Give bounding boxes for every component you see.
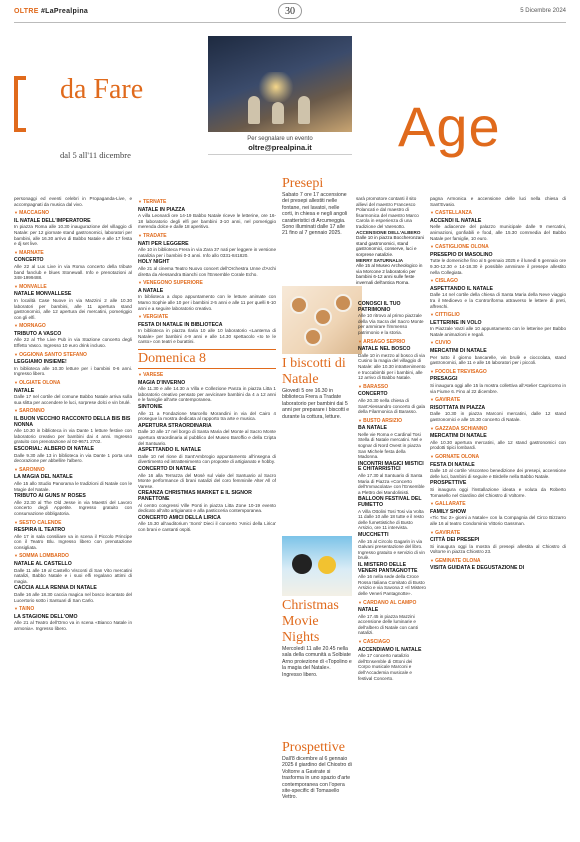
location-heading: ▼ CARDANO AL CAMPO bbox=[358, 600, 426, 607]
event-title: IL BUON VECCHIO RACCONTO DELLA BIS BIS NONNA bbox=[14, 416, 131, 428]
event-title: ESCORIAL: ALBERO DI NATALE bbox=[14, 445, 95, 452]
location-heading: ▼ GORNATE OLONA bbox=[430, 454, 566, 461]
movie-character bbox=[292, 554, 312, 574]
event-title: CONCERTO bbox=[14, 257, 44, 264]
event-title: NATALE MONVALLESE bbox=[14, 291, 72, 298]
event-title: ACCENSIONE DELL'ALBERO bbox=[356, 229, 421, 235]
presepi-text: Sabato 7 ore 17 accensione dei presepi allestiti nelle fontane, nei lavatoi, nelle corti, in chiesa e negli angoli caratteristici di Arcumeggia. Sono illuminati dalle 17 alle 21 fino al 7 gennaio 2025. bbox=[282, 192, 348, 237]
event-description: Alle 17.30 al Santuario di Santa Maria di Piazza «Concerto dell'Immacolata» con l'Ensemble a Plettro dei Mandolinisti. bbox=[358, 473, 425, 495]
nativity-photo bbox=[208, 36, 352, 132]
location-heading: ▼ SARONNO bbox=[14, 408, 132, 415]
event-title: SINTONIE bbox=[138, 404, 163, 411]
location-heading: ▼ BARASSO bbox=[358, 384, 426, 391]
brand-laprealpina: #LaPrealpina bbox=[38, 7, 89, 15]
location-heading: ▼ GEMINATE OLONA bbox=[430, 558, 566, 565]
event-description: Si inaugura oggi la mostra di presepi allestita al Chiostro di Voltorre in piazza Chiostro 23. bbox=[430, 543, 566, 555]
event-title: INCONTRI MAGICI MISTICI E CHITARRISTICI bbox=[358, 460, 424, 473]
location-heading: ▼ ARSAGO SEPRIO bbox=[358, 339, 426, 346]
event-title: LA MAGIA DEL NATALE bbox=[14, 474, 73, 481]
event-description: Alle 17 in sala consiliare va in scena il Piccolo Principe con il Teatro Blu. Ingresso libero con prenotazione consigliata. bbox=[14, 533, 132, 550]
listing-column-4 bbox=[430, 196, 566, 836]
cookie-shape bbox=[314, 308, 332, 326]
event-title: A NATALE bbox=[138, 287, 164, 294]
prospettive-text: Dall'8 dicembre al 6 gennaio 2025 il giardino del Chiostro di Voltorre a Gavirate si trasforma in uno spazio d'arte contemporanea con l'opera site-specific di Tomasello Vettro. bbox=[282, 756, 352, 801]
event-description: Dalle 17 nel cortile del comune Babbo Natale arriva sulla sua slitta per accendere le luci, sorprese dolci e vin brulé. bbox=[14, 394, 132, 405]
event-description: Alle 15 allo Studio Panorama le tradizioni di Natale con le Magie del Natale. bbox=[14, 480, 132, 492]
event-title: CACCIA ALLA RENNA DI NATALE bbox=[14, 585, 97, 592]
event-title: NATALE AL CASTELLO bbox=[14, 561, 72, 568]
event-description: Si inaugura oggi l'installazione ideata e voluta da Roberto Tomasello nel Giardino del Chiostro di Voltorre. bbox=[430, 486, 566, 498]
movie-character bbox=[318, 556, 336, 574]
event-title: LETTERINE IN VOLO bbox=[430, 319, 482, 326]
location-heading: ▼ SESTO CALENDE bbox=[14, 520, 132, 527]
event-description: Alle 21 al cinema Teatro Nuovo concert dell'Orchestra Unne d'Archi diretta da Alessandra Bianchi con l'Ensemble Corale Echo. bbox=[138, 265, 276, 277]
location-heading: ▼ MACCAGNO bbox=[14, 210, 132, 217]
location-heading: ▼ TRADATE bbox=[138, 233, 276, 240]
agenda-headline: Age bbox=[398, 95, 501, 158]
event-title: FESTA DI NATALE bbox=[430, 461, 475, 468]
submit-event-box bbox=[208, 136, 352, 155]
prospettive-title: Prospettive bbox=[282, 740, 345, 755]
submit-divider bbox=[208, 154, 352, 155]
event-description: Nelle adiacenze del palazzo municipale dalle 9 mercatini, animazioni, gonfiabili e food, alle 15.30 commedia del Babbo Natale per famiglie, 10 euro. bbox=[430, 224, 566, 241]
event-description: Dalle 10 al cortile Visconteo benedizione dei presepi, accensione delle luci, bambini di seguire e Birdelle nella Babbo Natale. bbox=[430, 468, 566, 479]
location-heading: ▼ CITTIGLIO bbox=[430, 312, 566, 319]
cookies-photo bbox=[282, 286, 362, 354]
location-heading: ▼ VARESE bbox=[138, 372, 276, 379]
brand bbox=[14, 8, 88, 15]
event-title: TRIBUTO A VASCO bbox=[14, 330, 62, 337]
event-description: Si inaugura oggi alle 15 la mostra collettiva all'Atelier Capricorno in via Fiume 6. Fino al 22 dicembre. bbox=[430, 383, 566, 394]
event-description: Alle 21 al Teatro dell'Omo va in scena «Bianco Natale in armonia». Ingresso libero. bbox=[14, 620, 132, 631]
event-title: MAGIA D'INVERNO bbox=[138, 379, 186, 386]
event-title: PRESEPIO DI MASOLINO bbox=[430, 251, 493, 258]
location-heading: ▼ CASCIAGO bbox=[358, 639, 426, 646]
event-title: ASPETTANDO IL NATALE bbox=[138, 447, 202, 454]
event-description: A villa Leonardi ore 14-19 Babbo Natale riceve le letterine, ore 16-18 laboratorio degli elfi per bambini 3-10 anni, nel pomeriggio merenda dolce e dalle 18 aperitivo. bbox=[138, 213, 276, 230]
event-description: personaggi ed eventi celebri in Propaganda-Live, e accompagnati da musica dal vivo. bbox=[14, 196, 132, 207]
event-description: Alle 17 concerto natalizio dell'Ensemble di Ottoni dei Corpo musicale Marconi e dell'Accademia musicale e festival Concerto. bbox=[358, 653, 413, 681]
event-title: LA STAGIONE DELL'OMO bbox=[14, 613, 78, 620]
event-description: Nelle vie Roma e Cardinal Tosi Stella di Natale mercatini. Nel e sognar di Nord Ovest in piazza San Michele festa della Madonna. bbox=[358, 431, 423, 460]
listing-column-3 bbox=[358, 300, 426, 840]
event-description: Alle 15.30 all'auditorium 'Sonti' Dieci il concerto 'Amici della Lirica' con brani e cantanti ospiti. bbox=[138, 521, 276, 532]
location-heading: ▼ CUVIO bbox=[430, 340, 566, 347]
christmas-movie-title: Christmas Movie Nights bbox=[282, 598, 339, 645]
event-description: Dalle 10 in mezzo al bosco di via Cusino la magia del villaggio di Natale: alle 10.30 intrattenimento e truccabimbi per i bambini, alle 12 arrivo di Babbo Natale. bbox=[358, 352, 426, 381]
event-title: LEGGIAMO INSIEME! bbox=[14, 359, 67, 366]
location-heading: ▼ GALLARATE bbox=[430, 501, 566, 508]
event-description: Alle 17.45 in piazza Mazzini accensione delle luminarie e dell'albero di Natale con canti natalizi. bbox=[358, 613, 418, 636]
event-description: Tutte le domeniche fino al 5 gennaio 2025 e il lunedì 6 gennaio ore 9.30-12.30 e 14-18.30 è possibile ammirare il presepe allestito nella Collegiata. bbox=[430, 258, 566, 275]
event-title: CONOSCI IL TUO PATRIMONIO bbox=[358, 301, 401, 313]
event-title: BALLOON FESTIVAL DEL FUMETTO bbox=[358, 496, 422, 508]
event-description: Alle 20.30 nella chiesa di Sant'Alessandro concerto di gala della Filarmonica di Barasso. bbox=[358, 397, 426, 415]
event-description: Alle 22 al The Live Pub in via Stazione concerto degli Effetto Vasco. Ingresso 10 euro drink incluso. bbox=[14, 337, 132, 349]
brand-oltre: OLTRE bbox=[14, 7, 39, 15]
location-heading: ▼ TERNATE bbox=[138, 199, 276, 206]
column-3-intro: sarà promotore contanti il sito allievi del maestro Francesco Polancati e dal maestro di fisarmonica del maestro Marco Carola in esperienza di una tradizione del Varesotto. bbox=[356, 196, 419, 229]
event-title: FAMILY SHOW bbox=[430, 508, 467, 515]
event-description: Dalle 10 nel rione di Sant'Ambrogio appuntamento all'insegna di divertimento ed intrattenimento con proposte di artigianato e hobby. bbox=[138, 453, 276, 465]
event-description: Alle 16 nella sede della Croce Rossa Italiana Comitato di Busto Arsizio e via Savona 2 «Il Mistero delle Veneri Pantagnotte». bbox=[358, 574, 426, 596]
event-title: FESTA DI NATALE IN BIBLIOTECA bbox=[138, 321, 223, 328]
event-description: Alle 15 al Circolo Gagarin in via Galvani presentazione del libro. Ingresso gratuito e servizio di vin brulè. bbox=[358, 538, 425, 561]
event-title: IL MISTERO DELLE VENERI PANTAGNOTTE bbox=[358, 561, 418, 574]
cookie-shape bbox=[290, 296, 308, 314]
event-description: Alle 10.30 in biblioteca in via Dante 1 letture festive con laboratorio creativo per bambini dai 4 anni. Ingresso gratuito con prenotazione al 02-9671 2702. bbox=[14, 428, 132, 445]
cookie-shape bbox=[334, 294, 352, 312]
event-description: pagna Armonica e accensione delle luci nella chiesa di Sant'Evasio. bbox=[430, 196, 566, 207]
section-dates: dal 5 all'11 dicembre bbox=[60, 150, 131, 160]
event-description: Alle 15 al Museo Archeologico in via Morcone 2 laboratorio per bambini 6-12 anni sulle feste invernali dell'antica Roma. bbox=[356, 263, 423, 285]
photo-figure bbox=[248, 96, 260, 124]
section-bracket bbox=[14, 76, 26, 132]
event-title: MERRY SATURNALIA bbox=[356, 257, 404, 263]
event-title: MERCATINI DI NATALE bbox=[430, 433, 487, 440]
event-title: ACCENDI IL NATALE bbox=[430, 217, 482, 224]
event-title: ASPETTANDO IL NATALE bbox=[430, 285, 494, 292]
event-description: In piazza Roma alle 10.30 inaugurazione del villaggio di Natale: per 12 giornate stand gastronomici, laboratori per bambini, alle 16.30 arrivo di Babbo Natale e alle 17 festa e dj set live. bbox=[14, 224, 132, 247]
event-description: Alle 11 a Fondazione Marcello Morandini in via del Cairo 4 prosegue la mostra dedicata al rapporto tra arte e musica. bbox=[138, 410, 276, 422]
event-description: Alle 11.30 e alle 14.30 a Villa e Collezione Panza in piazza Litta 1 laboratorio creativo pensato per avvicinare bambini da 4 a 12 anni e le famiglie all'arte contemporanea. bbox=[138, 386, 276, 403]
event-description: Alle 22.30 al The Old Jesse in via Maestri del Lavoro concerto degli Appetite. Ingresso gratuito con consumazione obbligatoria. bbox=[14, 499, 132, 516]
event-title: MUCCHETTI bbox=[358, 531, 389, 538]
location-heading: ▼ GAZZADA SCHIANNO bbox=[430, 426, 566, 433]
location-heading: ▼ MONVALLE bbox=[14, 284, 132, 291]
event-title: CONCERTO DI NATALE bbox=[138, 465, 196, 472]
event-title: NATALE bbox=[358, 607, 379, 614]
event-description: Dalle 16 alle 18.30 caccia magica nel bosco incantato del Lucertorio sotto i Santuari di San Carlo. bbox=[14, 592, 132, 603]
location-heading: ▼ OLGIATE OLONA bbox=[14, 380, 132, 387]
event-title: RISOTTATA IN PIAZZA bbox=[430, 404, 486, 411]
event-description: Per tutto il giorno bancarelle, vin brulè e cioccolata, stand gastronomici, alle 11 e alle 16 laboratori per i piccoli. bbox=[430, 354, 566, 366]
location-heading: ▼ CASTELLANZA bbox=[430, 210, 566, 217]
section-title: da Fare bbox=[60, 74, 144, 105]
day-heading: Domenica 8 bbox=[138, 349, 276, 369]
event-description: Dalle 10.30 in piazza Marconi mercatini, dalle 12 stand gastronomici e alle 15.30 concerto di Natale. bbox=[430, 411, 566, 422]
location-heading: ▼ OGGIONA SANTO STEFANO bbox=[14, 352, 132, 359]
photo-light bbox=[256, 72, 296, 102]
location-heading: ▼ SOMMA LOMBARDO bbox=[14, 553, 132, 560]
biscotti-text: Giovedì 5 ore 16.30 in biblioteca Frera a Tradate laboratorio per bambini dai 5 anni per preparare i biscotti e durante la cottura, letture. bbox=[282, 388, 350, 420]
event-title: NATALE bbox=[14, 387, 35, 394]
event-description: Alle 16 alla Terrazza del Mosè sul viale del Santuario al Sacro Monte performance di brani natalizi del coro femminile Alter All of Varese. bbox=[138, 472, 276, 489]
photo-figure bbox=[272, 102, 284, 124]
christmas-movie-box bbox=[282, 598, 352, 678]
location-heading: ▼ FOCOLE TREVISAGO bbox=[430, 369, 566, 376]
event-description: Alle 10 ritrovo al primo piazzale della Via Sacra del Sacro Monte per ammirare l'immenso patrimonio e la storia. bbox=[358, 313, 424, 335]
page-number: 30 bbox=[278, 3, 302, 19]
event-description: A Villa Ottolini Tosi Tosi via Volta 11 dalle 10 alle 18 tutte e il resto delle fumettistiche di Busto Arsizio, ore 11 intervista. bbox=[358, 508, 424, 531]
event-title: HOLY NIGHT bbox=[138, 259, 170, 266]
location-heading: ▼ SARONNO bbox=[14, 467, 132, 474]
event-description: «Tic Tac 2» giorni a Natale» con la Compagnia del Circo Bizzarro alle 16 al teatro Condominio Vittorio Gassman. bbox=[430, 515, 566, 526]
event-title: NATALE NEL BOSCO bbox=[358, 346, 411, 353]
column-3-extra bbox=[356, 230, 426, 286]
event-description: In biblioteca a dopo appuntamento con le letture animate con Mamo Sophie alle 10 per i bambini 2-5 anni e alle 11 per quelli 6-10 anni e a seguire laboratorio creativo. bbox=[138, 294, 276, 311]
issue-date: 5 Dicembre 2024 bbox=[520, 8, 566, 14]
location-heading: ▼ CASTIGLIONE OLONA bbox=[430, 244, 566, 251]
submit-event-email[interactable]: oltre@prealpina.it bbox=[248, 143, 312, 152]
prospettive-box bbox=[282, 740, 352, 801]
listing-column-2 bbox=[138, 196, 276, 836]
listing-column-1 bbox=[14, 196, 132, 836]
event-description: In Piazzale Varzi alle 10 appuntamento con le letterine per Babbo Natale animazioni e regali. bbox=[430, 326, 566, 337]
event-title: APERTURA STRAORDINARIA bbox=[138, 422, 212, 429]
event-title: PRESAGGI bbox=[430, 376, 458, 383]
event-description: Dalle 11 alle 19 al Castello Visconti di San Vito mercatini natalizi, Babbo Natale e i suoi elfi regalano attimi di magia. bbox=[14, 567, 132, 584]
event-title: NATI PER LEGGERE bbox=[138, 240, 189, 247]
location-heading: ▼ MARNATE bbox=[14, 250, 132, 257]
location-heading: ▼ GAVIRATE bbox=[430, 397, 566, 404]
photo-figure bbox=[298, 96, 310, 124]
event-title: CONCERTO AMICI DELLA LIRICA bbox=[138, 514, 221, 521]
biscotti-box bbox=[282, 356, 352, 420]
column-3-top bbox=[356, 196, 426, 286]
event-title: NATALE IN PIAZZA bbox=[138, 206, 186, 213]
event-title: CITTÀ DEI PRESEPI bbox=[430, 537, 480, 544]
event-title: CONCERTO bbox=[358, 391, 388, 398]
biscotti-title: I biscotti di Natale bbox=[282, 356, 346, 387]
event-description: Dalle 14 nel cortile della chiesa di Santa Maria della Neve viaggio tra il Medioevo e la Controriforma attraverso le lettere di preti, affreschi. bbox=[430, 292, 566, 309]
event-description: In biblioteca alle 10.30 letture per i bambini 0-6 anni. Ingresso libero. bbox=[14, 365, 132, 377]
location-heading: ▼ MORNAGO bbox=[14, 323, 132, 330]
event-description: Dalle 9.30 alle 13 in biblioteca in via Dante 1 porta una decorazione per abbellire l'albero. bbox=[14, 452, 132, 464]
event-title: RESPIRA IL TEATRO bbox=[14, 527, 66, 534]
event-title: MERCATINI DI NATALE bbox=[430, 348, 487, 355]
event-title: IL NATALE DELL'IMPERATORE bbox=[14, 217, 91, 224]
location-heading: ▼ VERGIATE bbox=[138, 314, 276, 321]
event-description: Alle 10 in biblioteca Frera in via Zara 37 nati per leggere in versione natalizia per i bambini 0-3 anni. Info allo 0331-841820. bbox=[138, 247, 276, 258]
event-description: Alle 22 al Lux Live in via Roma concerto della tribute band fanclub e blues Stonewall. Info e prenotazioni al 348-1999488. bbox=[14, 263, 132, 281]
event-title: CREANZA CHRISTMAS MARKET E IL SIGNOR PANETTONE bbox=[138, 490, 252, 502]
location-heading: ▼ TAINO bbox=[14, 606, 132, 613]
header-divider bbox=[14, 22, 566, 23]
event-description: In biblioteca in piazza Ilaria 10 alle 10 laboratorio «Lanterna di Natale» per bambini 4-9 anni e alle 14.30 spettacolo «Io te le canto» con teatri e burattini. bbox=[138, 328, 276, 345]
movie-photo bbox=[282, 536, 352, 596]
location-heading: ▼ GAVIRATE bbox=[430, 530, 566, 537]
event-description: Dalle 10 alle 17 nel borgo di Santa Maria del Monte al Sacro Monte apertura straordinaria al pubblico del Museo Baroffio e della Cripta del Santuario. bbox=[138, 429, 276, 446]
event-description: In località Case Nuove in via Mazzini 2 alle 10.30 laboratori per bambini, alle 11 apertura stand gastronomici, alle 12 apertura dei mercatini, pomeriggio con gli elfi. bbox=[14, 297, 132, 320]
event-title: TRIBUTO AI GUNS N' ROSES bbox=[14, 493, 86, 500]
event-title: PROSPETTIVE bbox=[430, 480, 467, 487]
location-heading: ▼ CISLAGO bbox=[430, 278, 566, 285]
christmas-movie-text: Mercoledì 11 alle 20.45 nella sala della comunità a Solbiate Arno proiezione di «Topolino e la magia del Natale». Ingresso libero. bbox=[282, 646, 352, 678]
event-title: ACCENDIAMO IL NATALE bbox=[358, 646, 422, 653]
location-heading: ▼ BUSTO ARSIZIO bbox=[358, 418, 426, 425]
event-title: VISITA GUIDATA E DEGUSTAZIONE DI bbox=[430, 565, 525, 572]
submit-event-label: Per segnalare un evento bbox=[247, 136, 313, 142]
presepi-title: Presepi bbox=[282, 176, 324, 191]
location-heading: ▼ VENEGONO SUPERIORE bbox=[138, 280, 276, 287]
event-description: Al centro congressi Ville Ponti in piazza Litta Zone 10-19 evento dedicato all'alto artigianato e alla pasticceria contemporanea. bbox=[138, 502, 276, 514]
event-description: Alle 10.30 apertura mercatini, alle 12 stand gastronomici con prodotti tipici lombardi. bbox=[430, 439, 566, 451]
event-description: Dalle 10 in piazza Boccheronzani stand gastronomici, stand gastronomici, conserve, luci e sorprese natalizie. bbox=[356, 235, 424, 257]
event-title: BA NATALE bbox=[358, 425, 388, 432]
cookie-shape bbox=[304, 328, 322, 346]
